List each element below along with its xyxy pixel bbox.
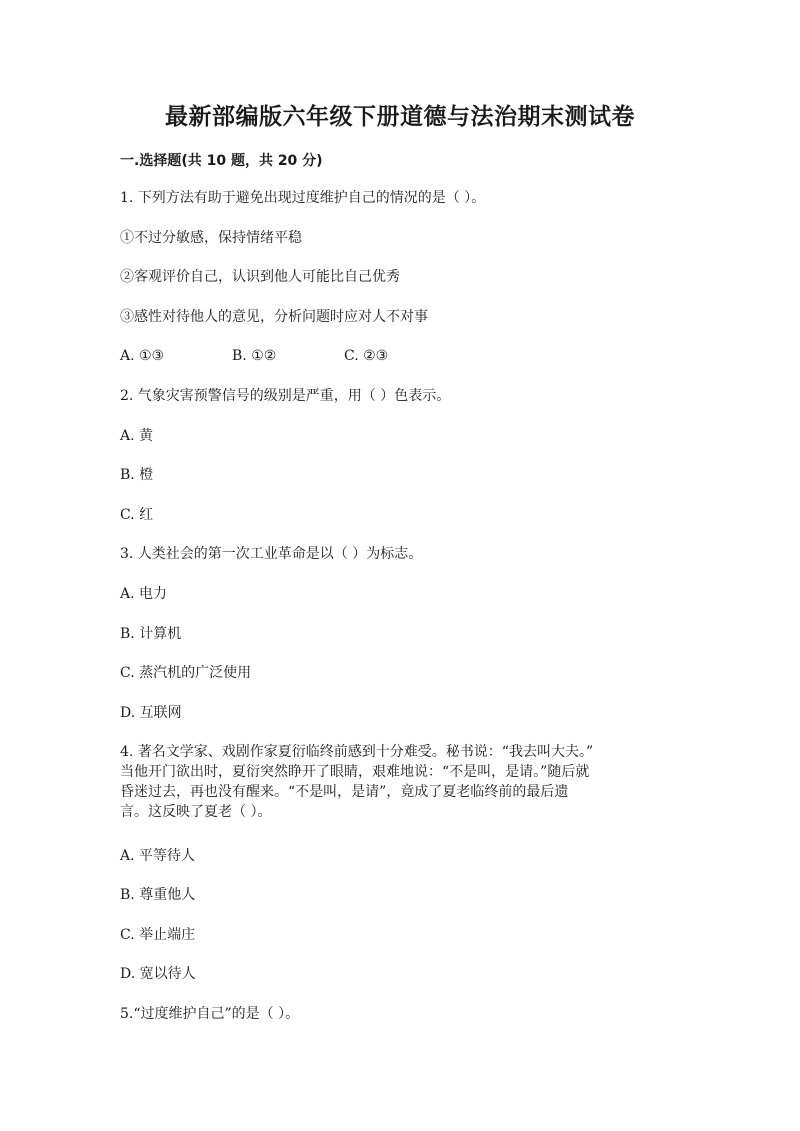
- question-3-option-a: A. 电力: [120, 586, 168, 602]
- question-4-option-b: B. 尊重他人: [120, 887, 196, 903]
- question-4-option-c: C. 举止端庄: [120, 927, 196, 943]
- question-1-item-1: ①不过分敏感，保持情绪平稳: [120, 230, 302, 246]
- question-2-stem: 2. 气象灾害预警信号的级别是严重，用（ ）色表示。: [120, 388, 451, 404]
- question-4-stem-line: 昏迷过去，再也没有醒来。“不是叫，是请”，竟成了夏老临终前的最后遗: [120, 784, 569, 800]
- question-4-stem-line: 4. 著名文学家、戏剧作家夏衍临终前感到十分难受。秘书说：“我去叫大夫。”: [120, 744, 594, 760]
- question-1-option-a: A. ①③: [120, 348, 165, 364]
- question-1-item-3: ③感性对待他人的意见，分析问题时应对人不对事: [120, 309, 428, 325]
- question-1-stem: 1. 下列方法有助于避免出现过度维护自己的情况的是（ ）。: [120, 190, 486, 206]
- question-1-options: [120, 346, 388, 366]
- question-2-option-b: B. 橙: [120, 467, 154, 483]
- question-3-option-b: B. 计算机: [120, 626, 182, 642]
- question-4-stem-line: 言。这反映了夏老（ ）。: [120, 804, 272, 820]
- question-3-option-c: C. 蒸汽机的广泛使用: [120, 665, 252, 681]
- page-title: 最新部编版六年级下册道德与法治期末测试卷: [165, 104, 635, 130]
- question-3-stem: 3. 人类社会的第一次工业革命是以（ ）为标志。: [120, 546, 423, 562]
- question-2-option-a: A. 黄: [120, 428, 154, 444]
- question-1-option-b: B. ①②: [232, 348, 277, 364]
- question-4-option-a: A. 平等待人: [120, 848, 196, 864]
- question-4-stem-line: 当他开门欲出时，夏衍突然睁开了眼睛，艰难地说：“不是叫，是请。”随后就: [120, 764, 590, 780]
- question-1-item-2: ②客观评价自己，认识到他人可能比自己优秀: [120, 269, 400, 285]
- question-2-option-c: C. 红: [120, 507, 154, 523]
- question-3-option-d: D. 互联网: [120, 705, 182, 721]
- question-4-option-d: D. 宽以待人: [120, 966, 196, 982]
- question-4-stem: [120, 742, 690, 822]
- section-heading: 一.选择题(共 10 题，共 20 分): [120, 153, 323, 169]
- question-1-option-c: C. ②③: [344, 348, 389, 364]
- question-5-stem: 5.“过度维护自己”的是（ ）。: [120, 1006, 300, 1022]
